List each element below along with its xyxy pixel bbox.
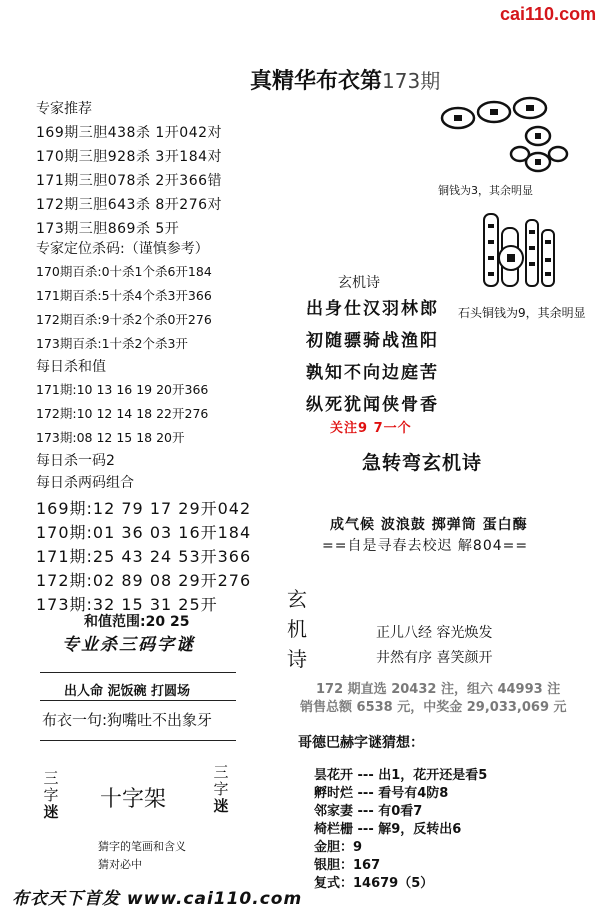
daily-two-line: 172期:02 89 08 29开276 <box>36 571 252 590</box>
stats-line: 172 期直选 20432 注，组六 44993 注 <box>316 682 561 697</box>
char: 字 <box>213 780 229 798</box>
char: 诗 <box>287 647 307 671</box>
coin-caption: 石头铜钱为9，其余明显 <box>458 306 586 320</box>
position-kill-line: 171期百杀:5十杀4个杀3开366 <box>36 288 212 303</box>
stats-line: 销售总额 6538 元，中奖金 29,033,069 元 <box>300 700 567 715</box>
buyi-line: 布衣一句:狗嘴吐不出象牙 <box>42 711 213 729</box>
daily-two-heading: 每日杀两码组合 <box>36 475 134 491</box>
char: 玄 <box>287 587 307 611</box>
godel-line: 银胆：167 <box>314 858 381 873</box>
daily-sum-line: 172期:10 12 14 18 22开276 <box>36 406 209 421</box>
coin-caption: 铜钱为3，其余明显 <box>438 184 533 197</box>
cross-riddle: 十字架 <box>100 787 167 812</box>
char: 三 <box>213 763 229 781</box>
three-riddle-left <box>42 770 60 821</box>
godel-line: 邻家妻 --- 有0看7 <box>314 804 423 819</box>
char: 机 <box>287 617 307 641</box>
pro-kill-title: 专业杀三码字谜 <box>62 635 195 655</box>
daily-sum-line: 173期:08 12 15 18 20开 <box>36 430 185 445</box>
expert-line: 171期三胆078杀 2开366错 <box>36 173 223 189</box>
expert-line: 172期三胆643杀 8开276对 <box>36 197 223 213</box>
divider <box>40 740 236 741</box>
footer-banner: 布衣天下首发 www.cai110.com <box>12 889 303 909</box>
xuanji-vertical <box>286 584 308 674</box>
poem-line: 纵死犹闻侠骨香 <box>306 395 439 415</box>
position-kill-line: 170期百杀:0十杀1个杀6开184 <box>36 264 212 279</box>
daily-one-code: 每日杀一码2 <box>36 453 115 469</box>
daily-two-line: 173期:32 15 31 25开 <box>36 595 218 614</box>
issue-number: 173期 <box>382 69 441 93</box>
divider <box>40 672 236 673</box>
poem-line: 出身仕汉羽林郎 <box>306 299 439 319</box>
turn-line: ==自是寻春去校迟 解804== <box>322 538 529 554</box>
daily-two-line: 171期:25 43 24 53开366 <box>36 547 252 566</box>
poem-line: 孰知不向边庭苦 <box>306 363 439 383</box>
guess-line: 猜对必中 <box>98 858 142 871</box>
expert-heading: 专家推荐 <box>36 101 92 117</box>
expert-line: 169期三胆438杀 1开042对 <box>36 125 223 141</box>
expert-line: 170期三胆928杀 3开184对 <box>36 149 223 165</box>
daily-two-line: 170期:01 36 03 16开184 <box>36 523 252 542</box>
godel-line: 昙花开 --- 出1，花开还是看5 <box>314 768 488 783</box>
riddle-line: 出人命 泥饭碗 打圆场 <box>64 684 191 699</box>
focus-note: 关注9 7一个 <box>330 421 412 436</box>
char: 迷 <box>43 803 59 821</box>
position-kill-line: 173期百杀:1十杀2个杀3开 <box>36 336 188 351</box>
xuanji-word: 正儿八经 容光焕发 <box>376 625 493 641</box>
xuanji-word: 井然有序 喜笑颜开 <box>376 650 493 666</box>
godel-line: 金胆：9 <box>314 840 363 855</box>
poem-line: 初随骠骑战渔阳 <box>306 331 439 351</box>
daily-sum-line: 171期:10 13 16 19 20开366 <box>36 382 209 397</box>
godel-line: 孵时烂 --- 看号有4防8 <box>314 786 449 801</box>
guess-line: 猜字的笔画和含义 <box>98 840 186 853</box>
coin-puzzle-image <box>428 90 578 180</box>
xuanji-label: 玄机诗 <box>338 275 380 291</box>
three-riddle-right <box>212 764 230 815</box>
sum-range: 和值范围:20 25 <box>84 614 190 630</box>
turn-title: 急转弯玄机诗 <box>362 452 483 474</box>
stone-coin-image <box>480 210 560 294</box>
page-title-text: 真精华布衣第 <box>250 69 383 94</box>
char: 字 <box>43 786 59 804</box>
char: 迷 <box>213 797 229 815</box>
godel-line: 椅栏栅 --- 解9，反转出6 <box>314 822 462 837</box>
daily-two-line: 169期:12 79 17 29开042 <box>36 499 252 518</box>
expert-line: 173期三胆869杀 5开 <box>36 221 180 237</box>
position-kill-line: 172期百杀:9十杀2个杀0开276 <box>36 312 212 327</box>
godel-line: 复式：14679（5） <box>314 876 434 891</box>
position-kill-heading: 专家定位杀码:（谨慎参考） <box>36 241 209 257</box>
daily-sum-heading: 每日杀和值 <box>36 359 106 375</box>
char: 三 <box>43 769 59 787</box>
turn-line: 成气候 波浪鼓 掷弹筒 蛋白酶 <box>330 517 528 533</box>
site-logo[interactable]: cai110.com <box>500 4 597 24</box>
godel-heading: 哥德巴赫字谜猜想： <box>298 735 424 751</box>
divider <box>40 700 236 701</box>
page-title <box>250 64 440 95</box>
